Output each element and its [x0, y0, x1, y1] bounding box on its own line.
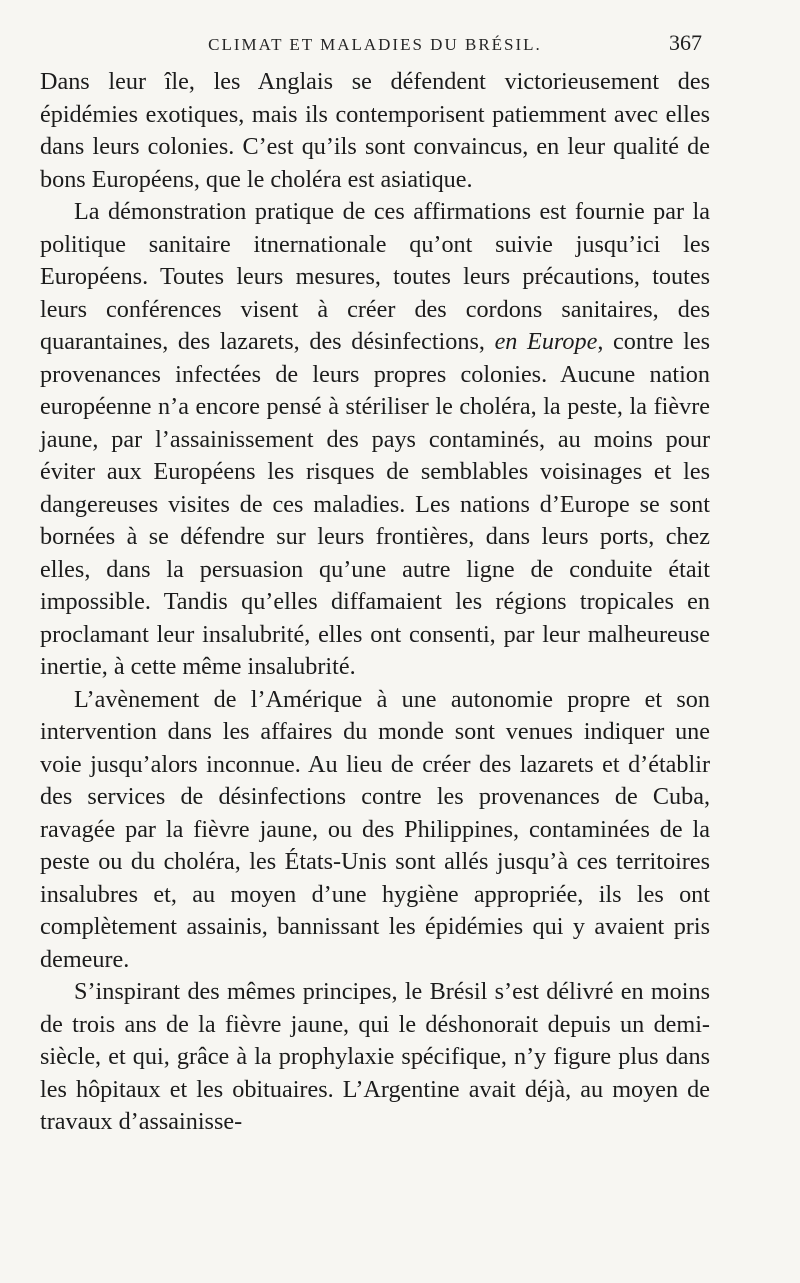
paragraph-4-text: S’inspirant des mêmes principes, le Brésil s’est délivré en moins de trois ans de la fièvre jaune, qui le déshonorait depuis un demi-siècle, et qui, grâce à la prophylaxie spécifique, n’y figure plus dans les hôpitaux et les obituaires. L’Argentine avait déjà, au moyen de travaux d’assainisse-: [40, 978, 710, 1135]
page-header: [40, 26, 710, 64]
paragraph-2-emphasis: en Europe: [494, 328, 598, 355]
paragraph-2: [40, 196, 710, 684]
page-number: 367: [669, 30, 702, 55]
paragraph-3-text: L’avènement de l’Amérique à une autonomie propre et son intervention dans les affaires du monde sont venues indiquer une voie jusqu’alors inconnue. Au lieu de créer des lazarets et d’établir des services de désinfections contre les provenances de Cuba, ravagée par la fièvre jaune, ou des Philippines, contaminées de la peste ou du choléra, les États-Unis sont allés jusqu’à ces territoires insalubres et, au moyen d’une hygiène appropriée, ils les ont complètement assainis, bannissant les épidémies qui y avaient pris demeure.: [40, 685, 710, 973]
book-page: [40, 26, 710, 1266]
paragraph-1-text: Dans leur île, les Anglais se défendent victorieusement des épidémies exotiques, mais ils contemporisent patiemment avec elles dans leurs colonies. C’est qu’ils sont convaincus, en leur qualité de bons Européens, que le choléra est asiatique.: [40, 68, 710, 193]
paragraph-4: [40, 976, 710, 1139]
running-title: CLIMAT ET MALADIES DU BRÉSIL.: [208, 35, 542, 54]
body-text: [40, 66, 710, 1139]
paragraph-2-text-after-emphasis: , contre les provenances infectées de leurs propres colonies. Aucune nation européenne n’a encore pensé à stériliser le choléra, la peste, la fièvre jaune, par l’assainissement des pays contaminés, au moins pour éviter aux Européens les risques de semblables voisinages et les dangereuses visites de ces maladies. Les nations d’Europe se sont bornées à se défendre sur leurs frontières, dans leurs ports, chez elles, dans la persuasion qu’une autre ligne de conduite était impossible. Tandis qu’elles diffamaient les régions tropicales en proclamant leur insalubrité, elles ont consenti, par leur malheureuse inertie, à cette même insalubrité.: [40, 328, 711, 680]
paragraph-1: [40, 66, 710, 196]
paragraph-3: [40, 684, 710, 977]
paragraph-2-text-before-emphasis: La démonstration pratique de ces affirmations est fournie par la politique sanitaire itnernationale qu’ont suivie jusqu’ici les Européens. Toutes leurs mesures, toutes leurs précautions, toutes leurs conférences visent à créer des cordons sanitaires, des quarantaines, des lazarets, des désinfections,: [40, 198, 710, 355]
